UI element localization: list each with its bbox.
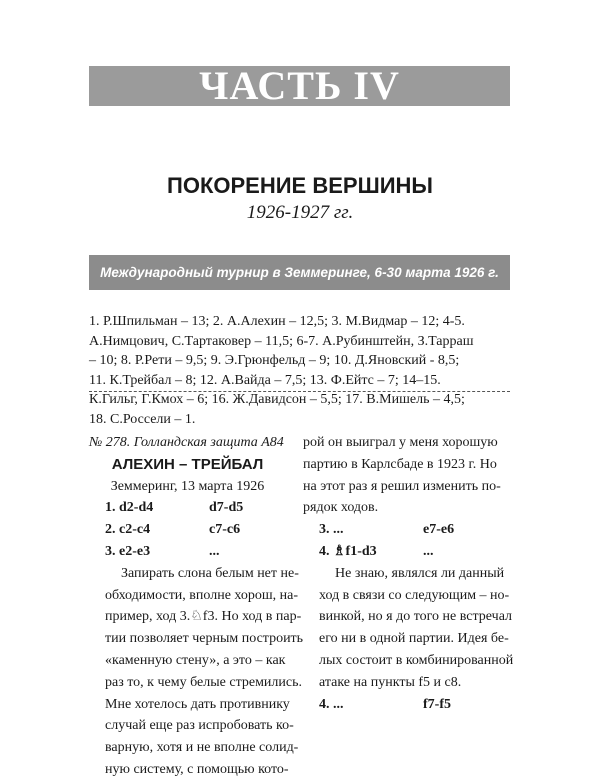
move-row	[89, 497, 286, 519]
text-line: на этот раз я решил изменить по-	[303, 478, 501, 494]
event-title: Международный турнир в Земмеринге, 6-30 марта 1926 г.	[100, 265, 499, 280]
text-line: пример, ход 3.♘f3. Но ход в пар-	[105, 609, 302, 625]
event-banner	[89, 255, 510, 290]
tournament-standings	[89, 312, 510, 430]
standings-line: А.Нимцович, С.Тартаковер – 11,5; 6-7. А.Рубинштейн, З.Тарраш	[89, 333, 474, 349]
move-row	[303, 519, 510, 541]
standings-line: 1. Р.Шпильман – 13; 2. А.Алехин – 12,5; 3. М.Видмар – 12; 4-5.	[89, 314, 465, 329]
text-line: его ни в одной партии. Идея бе-	[319, 631, 509, 647]
text-line: рядок ходов.	[303, 500, 379, 516]
move-row	[303, 694, 510, 716]
text-line: «каменную стену», а это – как	[105, 652, 286, 668]
move-row	[303, 541, 510, 563]
game-header: № 278. Голландская защита A84	[89, 435, 284, 450]
text-line: тии позволяет черным построить	[105, 631, 304, 647]
part-title: ЧАСТЬ IV	[199, 63, 400, 108]
text-line: лых состоит в комбинированной	[319, 652, 514, 668]
black-move: ...	[423, 543, 434, 559]
black-move: ...	[209, 543, 220, 559]
text-line: винкой, но я до того не встречал	[319, 609, 513, 625]
left-column	[89, 432, 304, 781]
right-column	[303, 432, 514, 715]
black-move: c7-c6	[209, 522, 241, 538]
text-line: Не знаю, являлся ли данный	[335, 565, 505, 581]
game-venue: Земмеринг, 13 марта 1926	[110, 478, 265, 494]
text-line: ную систему, с помощью кото-	[105, 761, 289, 777]
standings-line: К.Гильг, Г.Кмох – 6; 16. Ж.Давидсон – 5,5; 17. В.Мишель – 4,5;	[89, 392, 465, 408]
standings-line: – 10; 8. Р.Рети – 9,5; 9. Э.Грюнфельд – 9; 10. Д.Яновский - 8,5;	[89, 353, 460, 369]
commentary-paragraph	[89, 563, 304, 781]
white-move: 1. d2-d4	[105, 500, 154, 516]
text-line: ход в связи со следующим – но-	[319, 587, 510, 603]
text-line: партию в Карлсбаде в 1923 г. Но	[303, 456, 497, 472]
text-line: случай еще раз испробовать ко-	[105, 718, 294, 734]
standings-line: 18. С.Россели – 1.	[89, 411, 196, 427]
white-move: 3. ...	[319, 522, 344, 538]
black-move: e7-e6	[423, 522, 455, 538]
black-move: f7-f5	[423, 696, 451, 712]
chapter-title: ПОКОРЕНИЕ ВЕРШИНЫ	[167, 173, 433, 198]
white-move: 4. ♗f1-d3	[319, 543, 377, 559]
move-row	[89, 541, 286, 563]
text-line: Мне хотелось дать противнику	[105, 696, 290, 712]
white-move: 3. e2-e3	[105, 543, 151, 559]
text-line: рой он выиграл у меня хорошую	[303, 435, 498, 450]
chapter-years: 1926-1927 гг.	[246, 202, 354, 223]
text-line: раз то, к чему белые стремились.	[105, 674, 302, 690]
commentary-paragraph	[303, 432, 510, 519]
white-move: 2. c2-c4	[105, 522, 151, 538]
game-players: АЛЕХИН – ТРЕЙБАЛ	[111, 455, 264, 473]
black-move: d7-d5	[209, 500, 244, 516]
text-line: варную, хотя и не вполне солид-	[105, 740, 299, 756]
move-row	[89, 519, 286, 541]
standings-line: 11. К.Трейбал – 8; 12. А.Вайда – 7,5; 13. Ф.Ейтс – 7; 14–15.	[89, 372, 441, 388]
section-divider	[89, 391, 510, 392]
commentary-paragraph	[303, 563, 514, 694]
white-move: 4. ...	[319, 696, 344, 712]
text-line: Запирать слона белым нет не-	[121, 565, 299, 581]
text-line: атаке на пункты f5 и c8.	[319, 674, 462, 690]
text-line: обходимости, вполне хорош, на-	[105, 587, 299, 603]
